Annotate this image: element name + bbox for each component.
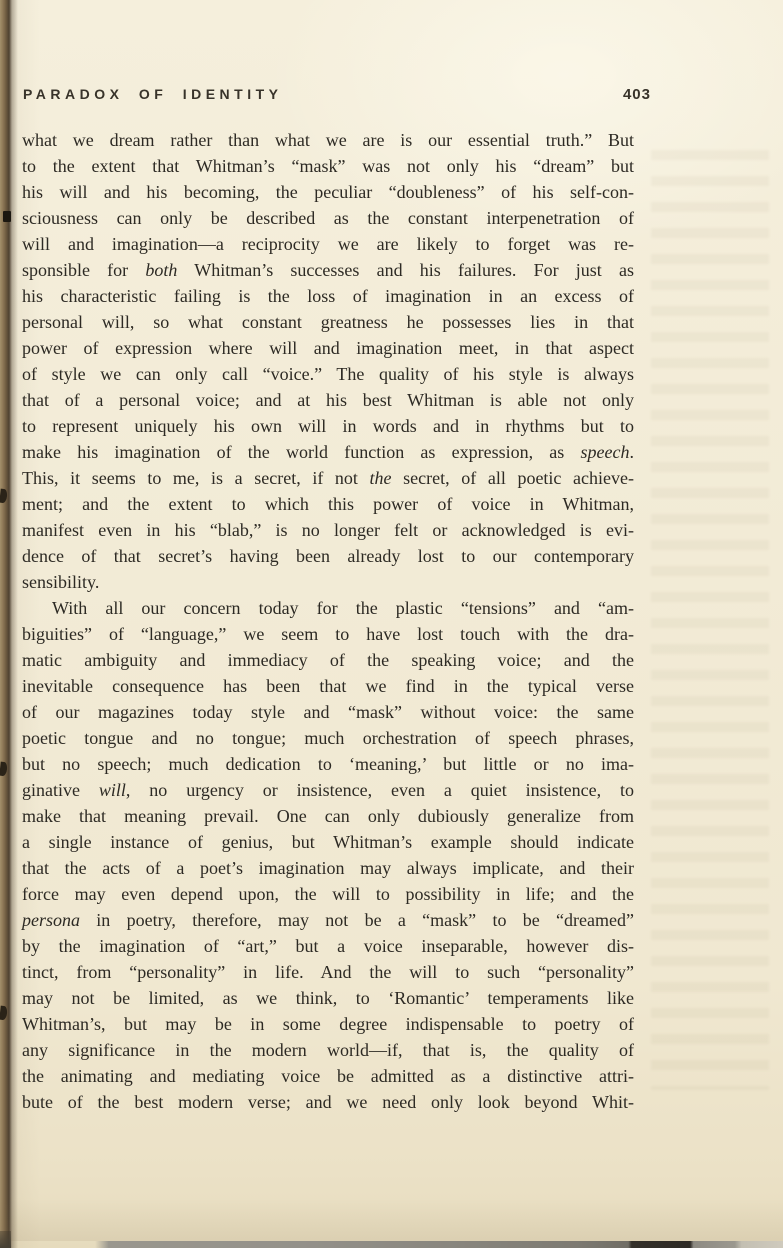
text-line: his will and his becoming, the peculiar “doubleness” of his self-con-	[22, 182, 634, 202]
text-line: This, it seems to me, is a secret, if not the secret, of all poetic achieve-	[22, 468, 634, 488]
text-line: that the acts of a poet’s imagination may always implicate, and their	[22, 858, 634, 878]
show-through-text	[651, 150, 769, 1090]
text-line: inevitable consequence has been that we find in the typical verse	[22, 676, 634, 696]
paragraph	[22, 595, 634, 1115]
text-line: matic ambiguity and immediacy of the speaking voice; and the	[22, 650, 634, 670]
text-line: power of expression where will and imagination meet, in that aspect	[22, 338, 634, 358]
text-line: any significance in the modern world—if, that is, the quality of	[22, 1040, 634, 1060]
binding-mark	[3, 211, 11, 222]
text-line: what we dream rather than what we are is our essential truth.” But	[22, 130, 634, 150]
running-header	[23, 86, 651, 103]
text-line: tinct, from “personality” in life. And the will to such “personality”	[22, 962, 634, 982]
paragraph	[22, 127, 634, 595]
text-line: to represent uniquely his own will in words and in rhythms but to	[22, 416, 634, 436]
body-text	[22, 127, 634, 1115]
scan-edge-bar	[95, 1241, 783, 1248]
text-line: sciousness can only be described as the constant interpenetration of	[22, 208, 634, 228]
text-line: ginative will, no urgency or insistence, even a quiet insistence, to	[22, 780, 635, 800]
text-line: of style we can only call “voice.” The quality of his style is always	[22, 364, 634, 384]
text-line: poetic tongue and no tongue; much orchestration of speech phrases,	[22, 728, 634, 748]
page-number: 403	[622, 86, 651, 103]
page-bottom-shadow	[0, 1199, 783, 1241]
text-line: make that meaning prevail. One can only dubiously generalize from	[22, 806, 634, 826]
running-title: PARADOX OF IDENTITY	[23, 86, 283, 102]
text-line: sensibility.	[22, 572, 100, 592]
text-line: may not be limited, as we think, to ‘Romantic’ temperaments like	[22, 988, 634, 1008]
text-line: but no speech; much dedication to ‘meaning,’ but little or no ima-	[22, 754, 634, 774]
text-line: persona in poetry, therefore, may not be a “mask” to be “dreamed”	[22, 910, 634, 930]
text-line: manifest even in his “blab,” is no longer felt or acknowledged is evi-	[22, 520, 634, 540]
binding-edge	[0, 0, 18, 1248]
text-line: of our magazines today style and “mask” without voice: the same	[22, 702, 634, 722]
text-line: by the imagination of “art,” but a voice inseparable, however dis-	[22, 936, 634, 956]
text-line: bute of the best modern verse; and we need only look beyond Whit-	[22, 1092, 634, 1112]
text-line: make his imagination of the world function as expression, as speech.	[22, 442, 634, 462]
text-line: biguities” of “language,” we seem to have lost touch with the dra-	[22, 624, 634, 644]
text-line: his characteristic failing is the loss of imagination in an excess of	[22, 286, 634, 306]
text-line: a single instance of genius, but Whitman’s example should indicate	[22, 832, 634, 852]
corner-smudge	[0, 1231, 11, 1248]
text-line: With all our concern today for the plastic “tensions” and “am-	[52, 598, 634, 618]
text-line: sponsible for both Whitman’s successes and his failures. For just as	[22, 260, 634, 280]
text-line: ment; and the extent to which this power of voice in Whitman,	[22, 494, 634, 514]
text-line: dence of that secret’s having been already lost to our contemporary	[22, 546, 634, 566]
text-line: will and imagination—a reciprocity we are likely to forget was re-	[22, 234, 634, 254]
text-line: force may even depend upon, the will to possibility in life; and the	[22, 884, 634, 904]
text-line: that of a personal voice; and at his best Whitman is able not only	[22, 390, 634, 410]
text-line: the animating and mediating voice be admitted as a distinctive attri-	[22, 1066, 634, 1086]
text-line: to the extent that Whitman’s “mask” was not only his “dream” but	[22, 156, 634, 176]
text-line: Whitman’s, but may be in some degree indispensable to poetry of	[22, 1014, 634, 1034]
text-line: personal will, so what constant greatness he possesses lies in that	[22, 312, 634, 332]
